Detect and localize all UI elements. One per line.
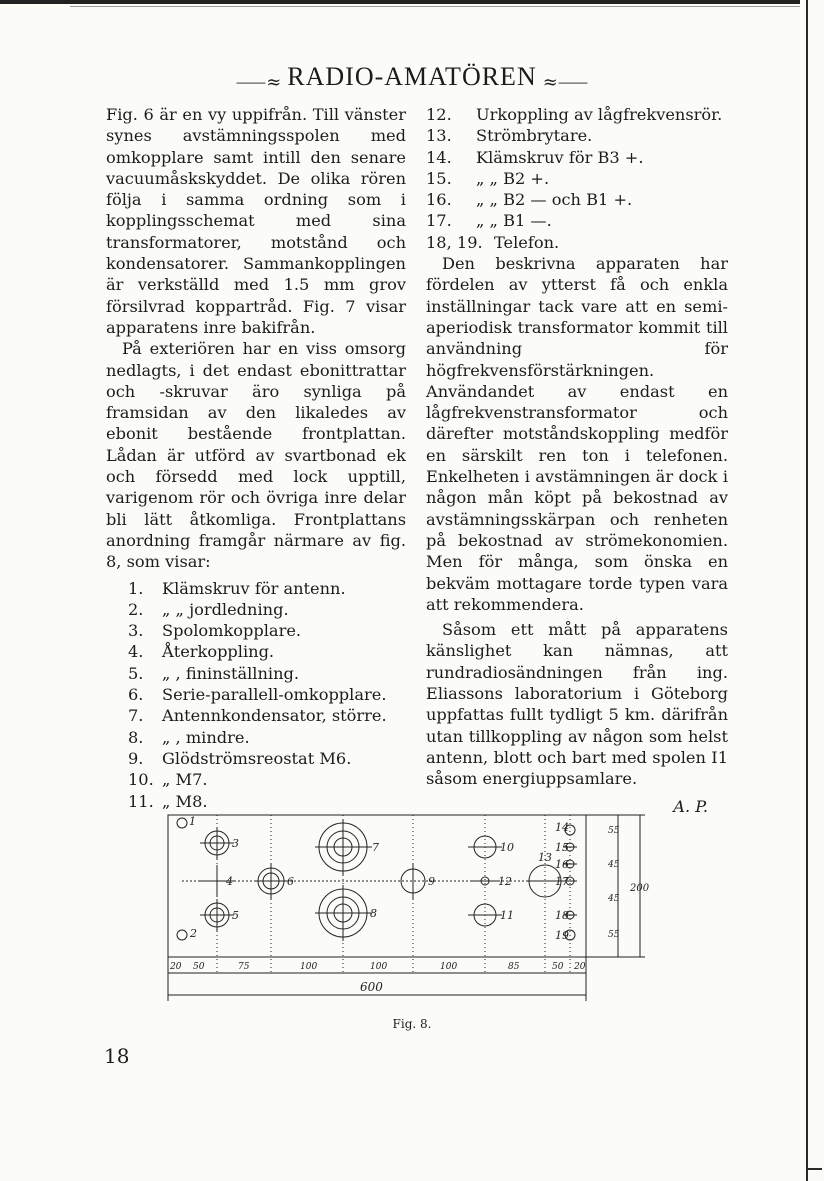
dim-50-right: 50 — [552, 962, 564, 972]
dim-right-55-bottom: 55 — [608, 930, 620, 940]
dim-20-left: 20 — [170, 962, 182, 972]
right-column — [426, 104, 728, 817]
list-item: 18, 19. Telefon. — [426, 232, 560, 252]
label-10: 10 — [500, 841, 514, 854]
running-header — [0, 62, 824, 94]
right-paragraph-2: Såsom ett mått på apparatens känslighet kan nämnas, att rundradiosändningen från ing. Eliassons laboratorium i Göteborg uppfattas fullt tydligt 5 km. därifrån utan tillkoppling av någon som helst antenn, blott och bart med spolen I1 såsom energiuppsamlare. — [426, 620, 728, 789]
label-13: 13 — [538, 851, 552, 864]
list-item: 10. „ M7. — [128, 770, 208, 790]
dim-right-45-a: 45 — [608, 860, 620, 870]
list-item: 5. „ , fininställning. — [128, 663, 300, 683]
dim-20-right: 20 — [574, 962, 586, 972]
dim-100-b: 100 — [370, 962, 388, 972]
list-item: 2. „ „ jordledning. — [128, 599, 289, 619]
dim-total: 600 — [360, 980, 383, 994]
dim-right-55-top: 55 — [608, 826, 620, 836]
front-panel-diagram — [160, 805, 650, 1015]
knob-6 — [255, 863, 287, 899]
list-item: 4. Återkoppling. — [128, 642, 275, 662]
label-7: 7 — [372, 841, 379, 854]
dim-100-c: 100 — [440, 962, 458, 972]
top-rule-thin — [70, 6, 800, 7]
knob-8 — [315, 885, 372, 941]
right-paragraph-1: Den beskrivna apparaten har fördelen av ytterst få och enkla inställningar tack vare att en semi-aperiodisk transformator kommit till användning för högfrekvensförstärkningen. Användandet av endast en lågfrekvenstransformator och därefter motståndskoppling medför en särskilt ren ton i telefonen. Enkelheten i avstämningen är dock i någon mån köpt på bekostnad av avstämningsskärpan och renheten på bekostnad av strömekonomien. Men för många, som önska en bekväm mottagare torde typen vara att rekommendera. — [426, 254, 728, 614]
label-6: 6 — [287, 875, 294, 888]
parts-list-right — [426, 104, 728, 253]
dim-height: 200 — [630, 883, 650, 894]
page-number: 18 — [104, 1044, 130, 1068]
left-paragraph-1: Fig. 6 är en vy uppifrån. Till vänster synes avstämningsspolen med omkopplare samt intill den senare vacuumåskskyddet. De olika rören följa i samma ordning som i kopplingsschemat med sina transformatorer, motstånd och kondensatorer. Sammankopplingen är verkställd med 1.5 mm grov försilvrad koppartråd. Fig. 7 visar apparatens inre bakifrån. — [106, 105, 406, 337]
list-item: 15. „ „ B2 +. — [426, 168, 550, 188]
label-3: 3 — [232, 837, 239, 850]
dim-75: 75 — [238, 962, 250, 972]
label-1: 1 — [189, 815, 196, 828]
label-12: 12 — [498, 875, 512, 888]
dim-right-45-b: 45 — [608, 894, 620, 904]
list-item: 8. „ , mindre. — [128, 727, 250, 747]
label-5: 5 — [232, 909, 239, 922]
right-edge-rule — [806, 0, 808, 1181]
list-item: 3. Spolomkopplare. — [128, 621, 302, 641]
list-item: 11. „ M8. — [128, 791, 208, 811]
list-item: 14. Klämskruv för B3 +. — [426, 147, 644, 167]
list-item: 17. „ „ B1 —. — [426, 211, 552, 231]
list-item: 7. Antennkondensator, större. — [128, 706, 387, 726]
left-column — [106, 104, 406, 812]
list-item: 12. Urkoppling av lågfrekvensrör. — [426, 105, 723, 124]
left-paragraph-2: På exteriören har en viss omsorg nedlagts, i det endast ebonittrattar och -skruvar äro synliga på framsidan av den likaledes av ebonit bestående frontplattan. Lådan är utförd av svartbonad ek och försedd med lock upptill, varigenom rör och övriga inre delar bli lätt åtkomliga. Frontplattans anordning framgår närmare av fig. 8, som visar: — [106, 339, 406, 572]
list-item: 1. Klämskruv för antenn. — [128, 578, 346, 598]
list-item: 16. „ „ B2 — och B1 +. — [426, 190, 633, 210]
list-item: 6. Serie-parallell-omkopplare. — [128, 685, 387, 705]
knob-12 — [472, 877, 500, 885]
terminal-1 — [177, 818, 187, 828]
label-8: 8 — [370, 907, 377, 920]
ornament-left-icon: ⸺≈ — [235, 71, 282, 93]
label-19: 19 — [555, 929, 569, 942]
label-16: 16 — [555, 858, 569, 871]
dim-100-a: 100 — [300, 962, 318, 972]
parts-list-left — [106, 578, 406, 812]
label-17: 17 — [555, 875, 569, 888]
right-edge-foot — [806, 1168, 822, 1170]
dim-85: 85 — [508, 962, 520, 972]
author-signature: A. P. — [673, 796, 708, 816]
figure-caption: Fig. 8. — [392, 1017, 432, 1031]
list-item: 9. Glödströmsreostat M6. — [128, 748, 352, 768]
top-rule — [0, 0, 800, 4]
terminal-2 — [177, 930, 187, 940]
label-14: 14 — [555, 821, 569, 834]
label-18: 18 — [555, 909, 569, 922]
label-15: 15 — [555, 841, 569, 854]
list-item: 13. Strömbrytare. — [426, 126, 593, 146]
label-9: 9 — [428, 875, 435, 888]
knob-9 — [401, 863, 425, 899]
dim-50: 50 — [193, 962, 205, 972]
label-2: 2 — [190, 927, 197, 940]
page-title: RADIO-AMATÖREN — [287, 62, 537, 91]
label-11: 11 — [500, 909, 514, 922]
label-4: 4 — [226, 875, 233, 888]
ornament-right-icon: ≈⸺ — [542, 71, 589, 93]
